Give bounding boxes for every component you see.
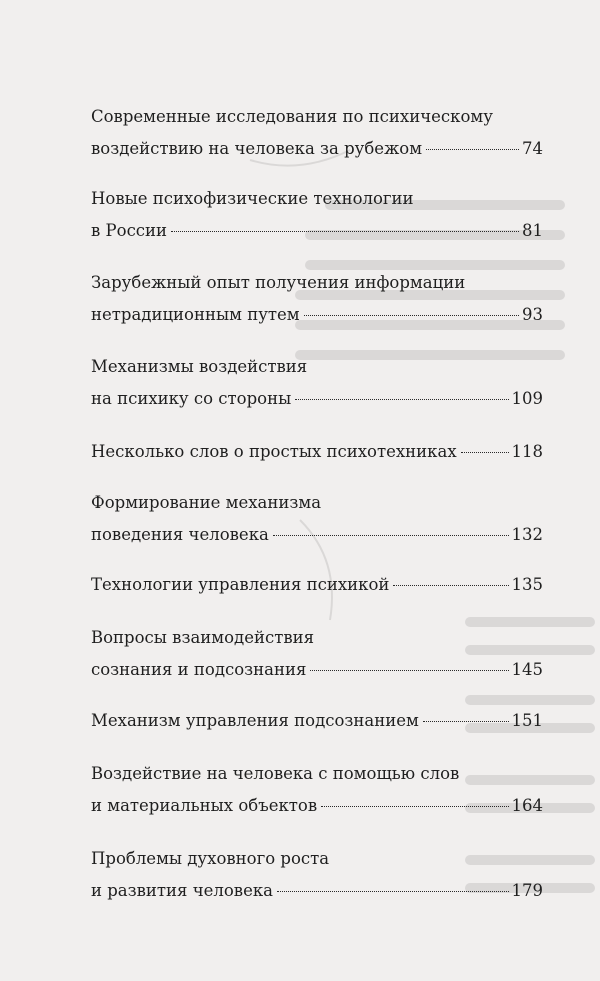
toc-entry[interactable]	[91, 101, 543, 165]
dot-leader	[295, 399, 508, 400]
toc-entry[interactable]	[91, 436, 543, 468]
toc-entry-title-line: поведения человека	[91, 525, 269, 544]
toc-entry[interactable]	[91, 183, 543, 247]
dot-leader	[171, 231, 519, 232]
toc-page-number: 151	[511, 711, 543, 730]
toc-page-number: 93	[522, 305, 543, 324]
toc-page-number: 135	[511, 575, 543, 594]
dot-leader	[426, 149, 519, 150]
dot-leader	[321, 806, 508, 807]
toc-entry-title-line: Технологии управления психикой	[91, 575, 390, 594]
toc-entry-title-line: Зарубежный опыт получения информации	[91, 273, 466, 292]
toc-entry-title-line: Несколько слов о простых психотехниках	[91, 442, 457, 461]
dot-leader	[304, 315, 519, 316]
toc-entry-title-line: Проблемы духовного роста	[91, 849, 330, 868]
toc-entry-title-line: Формирование механизма	[91, 493, 322, 512]
toc-entry[interactable]	[91, 705, 543, 737]
toc-entry-title-line: и развития человека	[91, 881, 273, 900]
toc-entry-title-line: в России	[91, 221, 168, 240]
toc-entry-title-line: на психику со стороны	[91, 389, 292, 408]
toc-entry[interactable]	[91, 487, 543, 551]
toc-page-number: 109	[511, 389, 543, 408]
toc-entry[interactable]	[91, 843, 543, 907]
toc-entry-title-line: Вопросы взаимодействия	[91, 628, 315, 647]
toc-entry-title-line: Современные исследования по психическому	[91, 107, 493, 126]
toc-entry[interactable]	[91, 758, 543, 822]
toc-page-number: 81	[522, 221, 543, 240]
toc-entry-title-line: нетрадиционным путем	[91, 305, 300, 324]
toc-page-number: 164	[511, 796, 543, 815]
dot-leader	[310, 670, 508, 671]
dot-leader	[461, 452, 509, 453]
toc-entry[interactable]	[91, 351, 543, 415]
dot-leader	[393, 585, 508, 586]
dot-leader	[423, 721, 509, 722]
dot-leader	[273, 535, 509, 536]
toc-entry-title-line: сознания и подсознания	[91, 660, 307, 679]
toc-page-number: 74	[522, 139, 543, 158]
toc-page-number: 145	[511, 660, 543, 679]
toc-entry-title-line: и материальных объектов	[91, 796, 318, 815]
toc-entry[interactable]	[91, 569, 543, 601]
toc-entry-title-line: воздействию на человека за рубежом	[91, 139, 423, 158]
dot-leader	[277, 891, 509, 892]
toc-page-number: 118	[511, 442, 543, 461]
toc-entry-title-line: Механизм управления подсознанием	[91, 711, 419, 730]
toc-entry-title-line: Новые психофизические технологии	[91, 189, 414, 208]
toc-page-number: 179	[511, 881, 543, 900]
toc-entry[interactable]	[91, 267, 543, 331]
toc-entry-title-line: Воздействие на человека с помощью слов	[91, 764, 460, 783]
toc-entry[interactable]	[91, 622, 543, 686]
toc-entry-title-line: Механизмы воздействия	[91, 357, 308, 376]
toc-page-number: 132	[511, 525, 543, 544]
